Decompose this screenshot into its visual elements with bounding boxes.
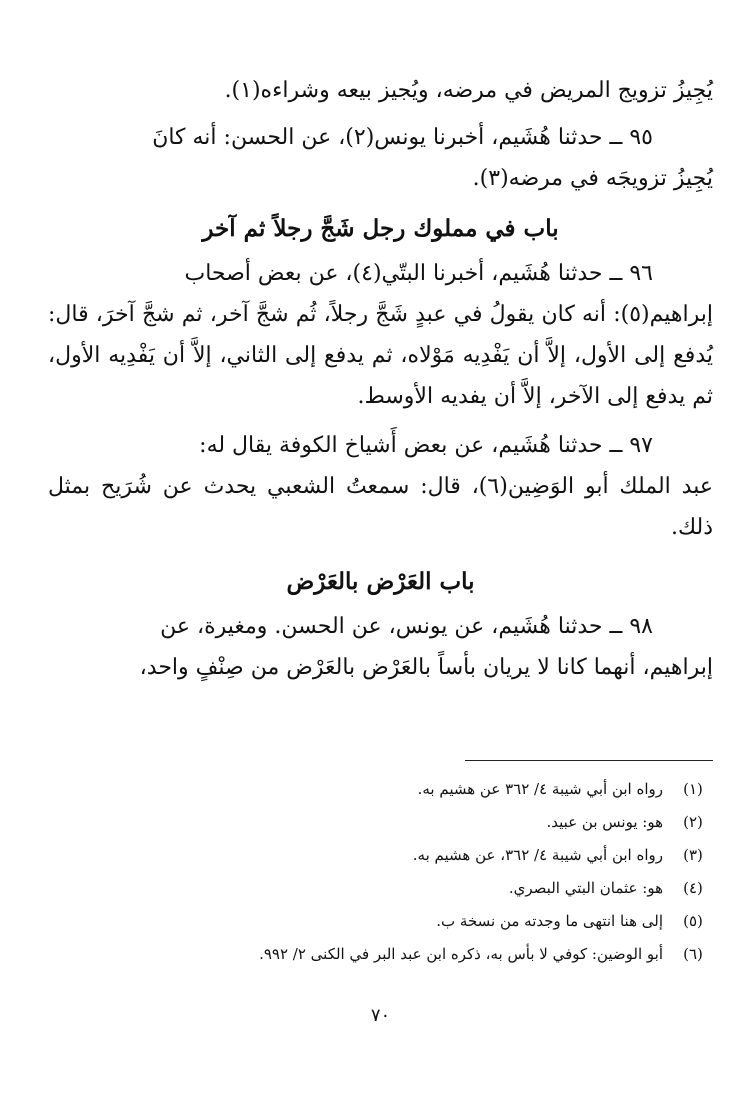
paragraph-98-continuation: إبراهيم، أنهما كانا لا يريان بأساً بالعَرْض بالعَرْض من صِنْفٍ واحد، — [139, 655, 713, 680]
footnote-6 — [48, 938, 713, 971]
paragraph-97-opening: ٩٧ ــ حدثنا هُشَيم، عن بعض أَشياخ الكوفة يقال له: — [199, 433, 653, 458]
paragraph-96-opening: ٩٦ ــ حدثنا هُشَيم، أخبرنا البتّي(٤)، عن بعض أصحاب — [184, 261, 653, 286]
chapter-heading-injury: باب في مملوك رجل شَجَّ رجلاً ثم آخر — [202, 215, 559, 242]
paragraph-95 — [48, 117, 713, 199]
paragraph-98-opening: ٩٨ ــ حدثنا هُشَيم، عن يونس، عن الحسن. ومغيرة، عن — [160, 614, 653, 639]
paragraph-97 — [48, 425, 713, 548]
footnote-2 — [48, 806, 713, 839]
footnote-5 — [48, 905, 713, 938]
footnotes-list — [48, 773, 713, 971]
footnote-text: أبو الوضين: كوفي لا بأس به، ذكره ابن عبد البر في الكنى ٢/ ٩٩٢. — [259, 945, 663, 963]
footnote-text: هو: عثمان البتي البصري. — [508, 879, 663, 897]
footnote-text: رواه ابن أبي شيبة ٤/ ٣٦٢ عن هشيم به. — [417, 780, 663, 798]
footnote-separator — [465, 760, 713, 761]
footnote-number: (٤) — [683, 879, 703, 897]
footnote-text: هو: يونس بن عبيد. — [546, 813, 663, 831]
paragraph-95-opening: ٩٥ ــ حدثنا هُشَيم، أخبرنا يونس(٢)، عن الحسن: أنه كانَ — [152, 125, 653, 150]
chapter-heading-goods-exchange: باب العَرْض بالعَرْض — [286, 568, 475, 595]
book-page — [48, 70, 713, 1060]
paragraph-97-continuation: عبد الملك أبو الوَضِين(٦)، قال: سمعتُ الشعبي يحدث عن شُرَيح بمثل ذلك. — [48, 474, 713, 540]
footnote-number: (٣) — [683, 846, 703, 864]
paragraph-98 — [48, 606, 713, 688]
paragraph-95-continuation: يُجِيزُ تزويجَه في مرضه(٣). — [472, 166, 713, 191]
footnote-3 — [48, 839, 713, 872]
paragraph-intro: يُجِيزُ تزويج المريض في مرضه، ويُجيز بيعه وشراءه(١). — [224, 78, 713, 103]
footnote-4 — [48, 872, 713, 905]
paragraph-96-continuation: إبراهيم(٥): أنه كان يقولُ في عبدٍ شَجَّ رجلاً، ثُم شجَّ آخر، ثم شجَّ آخرَ، قال: يُدفع إلى الأول، إلاَّ أن يَفْدِيه مَوْلاه، ثم يدفع إلى الثاني، إلاَّ أن يَفْدِيه الأول، ثم يدفع إلى الآخر، إلاَّ أن يفديه الأوسط. — [48, 302, 713, 409]
page-number: ٧٠ — [370, 1005, 391, 1026]
footnote-1 — [48, 773, 713, 806]
footnote-number: (٦) — [683, 945, 703, 963]
footnote-text: إلى هنا انتهى ما وجدته من نسخة ب. — [436, 912, 663, 930]
footnote-number: (٢) — [683, 813, 703, 831]
footnote-number: (١) — [683, 780, 703, 798]
footnote-number: (٥) — [683, 912, 703, 930]
paragraph-96 — [48, 253, 713, 417]
footnote-text: رواه ابن أبي شيبة ٤/ ٣٦٢، عن هشيم به. — [412, 846, 663, 864]
